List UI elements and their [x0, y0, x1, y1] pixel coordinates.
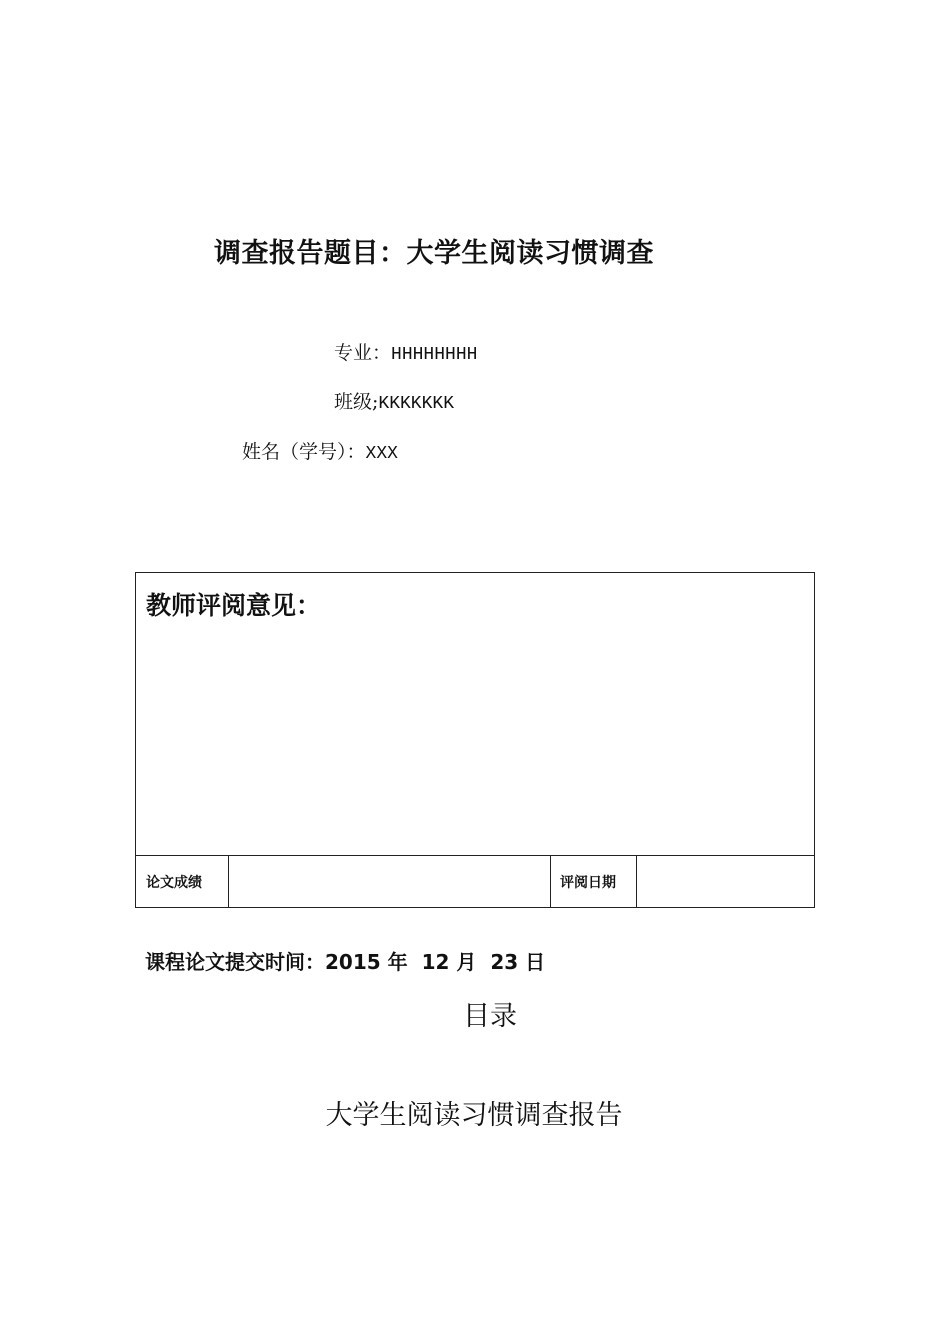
grade-value — [229, 856, 551, 908]
submission-day-unit: 日 — [525, 950, 546, 974]
review-footer-row — [136, 855, 814, 908]
major-value: HHHHHHHH — [391, 345, 478, 365]
teacher-review-heading: 教师评阅意见： — [146, 591, 322, 620]
class-label: 班级; — [334, 391, 379, 413]
major-line — [334, 338, 477, 365]
class-value: KKKKKKK — [378, 394, 455, 414]
report-topic-title: 调查报告题目：大学生阅读习惯调查 — [214, 238, 654, 269]
toc-heading: 目录 — [463, 1001, 517, 1032]
review-date-value — [637, 856, 814, 908]
major-label: 专业： — [334, 342, 392, 364]
grade-label: 论文成绩 — [136, 856, 229, 908]
submission-time — [145, 946, 545, 975]
name-value: XXX — [365, 444, 398, 464]
review-date-label: 评阅日期 — [551, 856, 637, 908]
submission-month: 12 — [421, 950, 450, 974]
submission-day: 23 — [490, 950, 519, 974]
teacher-review-box — [135, 572, 815, 908]
submission-year-unit: 年 — [387, 950, 408, 974]
submission-month-unit: 月 — [456, 950, 477, 974]
class-line — [334, 387, 454, 414]
report-title: 大学生阅读习惯调查报告 — [325, 1100, 623, 1131]
name-line — [242, 437, 398, 464]
submission-year: 2015 — [325, 950, 381, 974]
submission-label: 课程论文提交时间： — [145, 950, 325, 974]
name-label: 姓名（学号）： — [242, 441, 366, 463]
